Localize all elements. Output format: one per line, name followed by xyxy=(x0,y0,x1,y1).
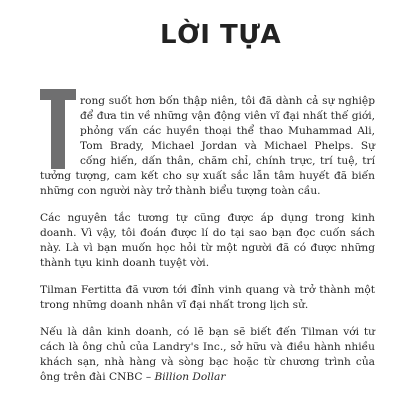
drop-cap-stem xyxy=(51,89,65,169)
drop-cap-glyph xyxy=(40,89,76,169)
page-title: LỜI TỰA xyxy=(160,20,282,50)
preface-body xyxy=(40,94,375,397)
paragraph-4 xyxy=(40,325,375,385)
paragraph-4-text: Nếu là dân kinh doanh, có lẽ bạn sẽ biết đến Tilman với tư cách là ông chủ của Landry's Inc., sở hữu và điều hành nhiều khách sạn, nhà hàng và sòng bạc hoặc từ chương trình của ông trên đài CNBC – xyxy=(40,326,375,383)
paragraph-1 xyxy=(40,94,375,199)
paragraph-1-text: rong suốt hơn bốn thập niên, tôi đã dành cả sự nghiệp để đưa tin về những vận động viên vĩ đại nhất thế giới, phỏng vấn các huyền thoại thể thao Muhammad Ali, Tom Brady, Michael Jordan và Michael Phelps. Sự cống hiến, dấn thân, chăm chỉ, chính trực, trí tuệ, trí tưởng tượng, cam kết cho sự xuất sắc lẫn tâm huyết đã biến những con người này trở thành biểu tượng toàn cầu. xyxy=(40,95,375,197)
paragraph-4-italic: Billion Dollar xyxy=(154,371,226,383)
paragraph-2: Các nguyên tắc tương tự cũng được áp dụng trong kinh doanh. Vì vậy, tôi đoán được lí do tại sao bạn đọc cuốn sách này. Là vì bạn muốn học hỏi từ một người đã có được những thành tựu kinh doanh tuyệt vời. xyxy=(40,212,375,269)
drop-cap xyxy=(40,89,76,169)
paragraph-3: Tilman Fertitta đã vươn tới đỉnh vinh quang và trở thành một trong những doanh nhân vĩ đại nhất trong lịch sử. xyxy=(40,284,375,311)
